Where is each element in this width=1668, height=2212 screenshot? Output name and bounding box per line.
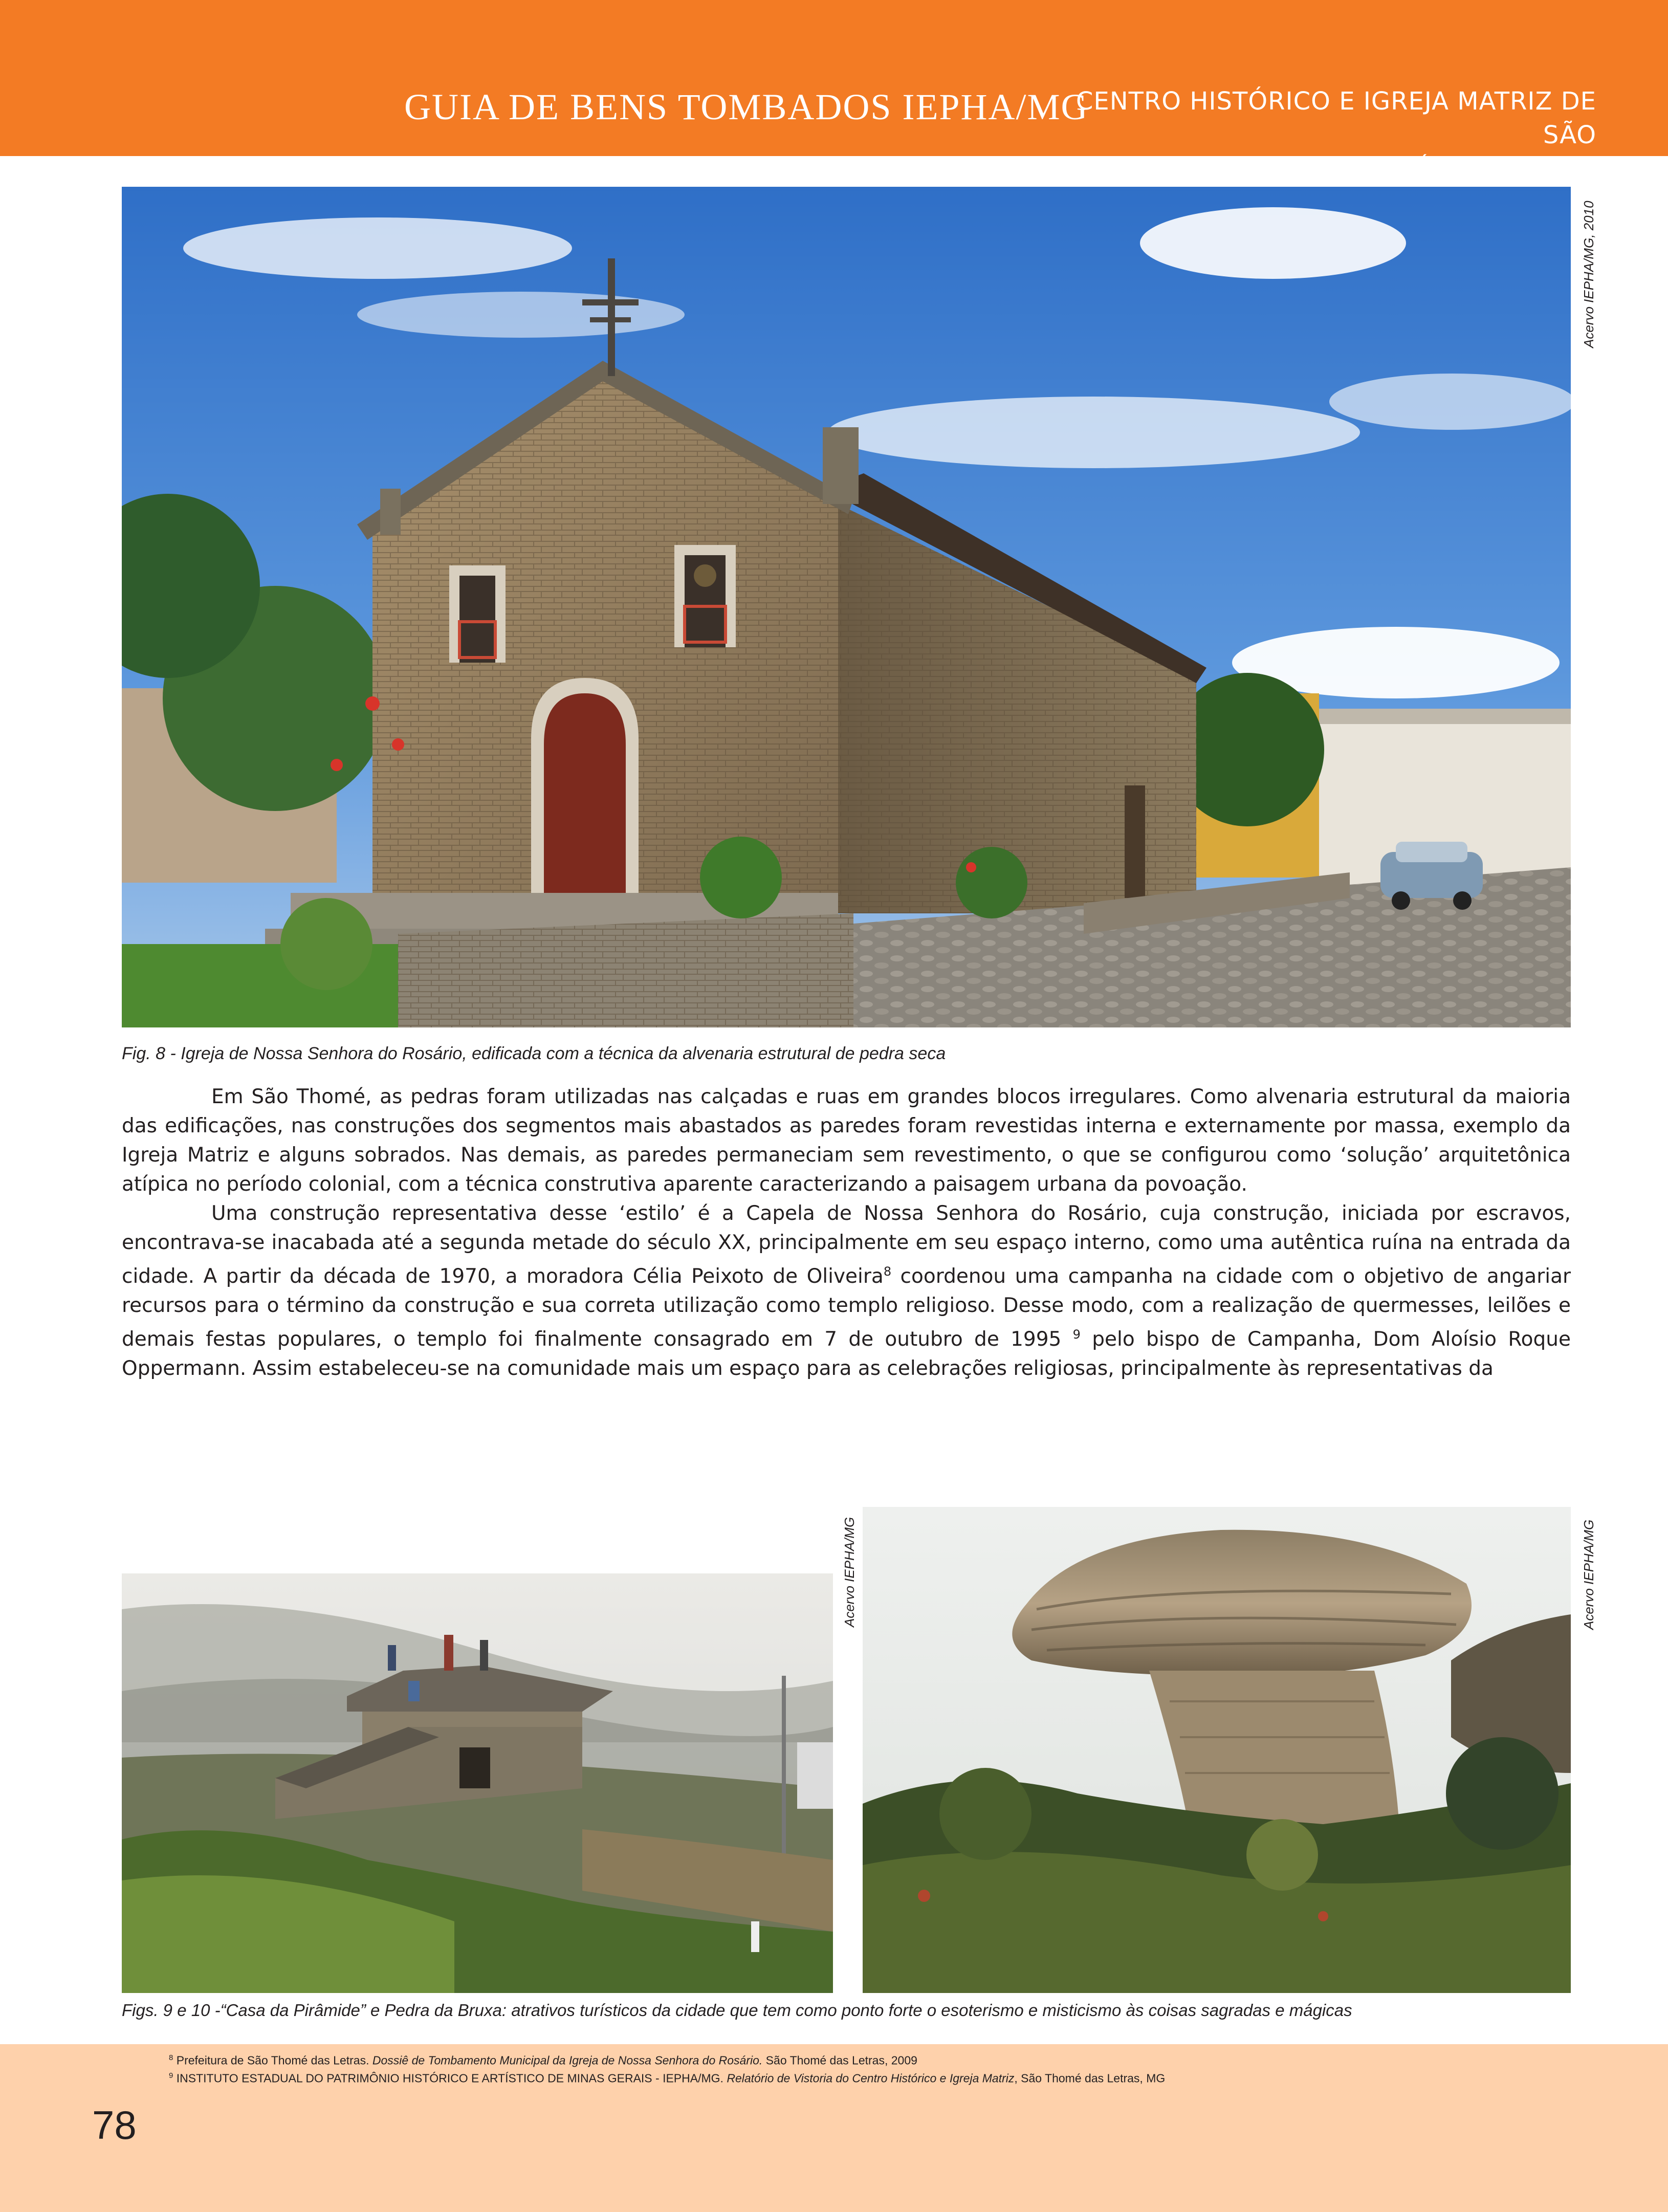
footnote-number: 9	[169, 2071, 173, 2080]
guide-title: GUIA DE BENS TOMBADOS IEPHA/MG	[404, 86, 1089, 127]
footnote-text: INSTITUTO ESTADUAL DO PATRIMÔNIO HISTÓRICO E ARTÍSTICO DE MINAS GERAIS - IEPHA/MG.	[173, 2071, 727, 2085]
page-footer	[0, 2044, 1668, 2212]
section-title-line2: THOMÉ DAS LETRAS	[1340, 155, 1596, 183]
footnote-ref: 8	[883, 1264, 892, 1279]
pyramid-house-illustration	[122, 1573, 833, 1993]
footnote-text: Prefeitura de São Thomé das Letras.	[173, 2053, 372, 2067]
section-title-line1: CENTRO HISTÓRICO E IGREJA MATRIZ DE SÃO	[1076, 87, 1596, 149]
paragraph-segment: coordenou uma campanha na cidade com o objetivo de angariar recursos para o término da construção e sua correta utilização como templo religioso. Desse modo, com a realização de quermesses, leilões e demais festas populares, o templo foi finalmente consagrado em 7 de outubro de 1995	[122, 1265, 1571, 1351]
witch-rock-illustration	[863, 1507, 1571, 1993]
paragraph	[122, 1199, 1571, 1383]
footnote-ref: 9	[1072, 1327, 1081, 1342]
footnote-title: Relatório de Vistoria do Centro Histórico e Igreja Matriz	[727, 2071, 1015, 2085]
section-title	[1034, 84, 1596, 186]
page-header	[0, 0, 1668, 183]
footnote-8	[169, 2053, 917, 2068]
church-photo	[122, 187, 1571, 1027]
footnote-text: São Thomé das Letras, 2009	[762, 2053, 917, 2067]
pyramid-house-photo	[122, 1573, 833, 1993]
footnote-title: Dossiê de Tombamento Municipal da Igreja de Nossa Senhora do Rosário.	[372, 2053, 763, 2067]
paragraph-segment: Uma construção representativa desse ‘estilo’ é a Capela de Nossa Senhora do Rosário, cuja construção, iniciada por escravos, encontrava-se inacabada até a segunda metade do século XX, principalmente em seu espaço interno, como uma autêntica ruína na entrada da cidade. A partir da década de 1970, a moradora Célia Peixoto de Oliveira	[122, 1202, 1571, 1288]
page-number: 78	[92, 2103, 137, 2148]
footnote-number: 8	[169, 2053, 173, 2062]
church-illustration	[122, 187, 1571, 1027]
figure-caption: Fig. 8 - Igreja de Nossa Senhora do Rosário, edificada com a técnica da alvenaria estrutural de pedra seca	[122, 1044, 946, 1063]
photo-credit: Acervo IEPHA/MG	[1581, 1519, 1596, 1630]
photo-credit: Acervo IEPHA/MG	[842, 1517, 857, 1627]
footnote-text: , São Thomé das Letras, MG	[1014, 2071, 1166, 2085]
witch-rock-photo	[863, 1507, 1571, 1993]
paragraph: Em São Thomé, as pedras foram utilizadas nas calçadas e ruas em grandes blocos irregulares. Como alvenaria estrutural da maioria das edificações, nas construções dos segmentos mais abastados as paredes foram revestidas interna e externamente por massa, exemplo da Igreja Matriz e alguns sobrados. Nas demais, as paredes permaneciam sem revestimento, o que se configurou como ‘solução’ arquitetônica atípica no período colonial, com a técnica construtiva aparente caracterizando a paisagem urbana da povoação.	[122, 1085, 1571, 1196]
paragraph-segment: pelo bispo de Campanha, Dom Aloísio Roque Oppermann. Assim estabeleceu-se na comunidade mais um espaço para as celebrações religiosas, principalmente às representativas da	[122, 1328, 1571, 1380]
body-text	[122, 1082, 1571, 1383]
photo-credit: Acervo IEPHA/MG, 2010	[1581, 201, 1596, 348]
footnote-9	[169, 2071, 1165, 2086]
figures-caption: Figs. 9 e 10 -“Casa da Pirâmide” e Pedra da Bruxa: atrativos turísticos da cidade que tem como ponto forte o esoterismo e misticismo às coisas sagradas e mágicas	[122, 2001, 1352, 2020]
